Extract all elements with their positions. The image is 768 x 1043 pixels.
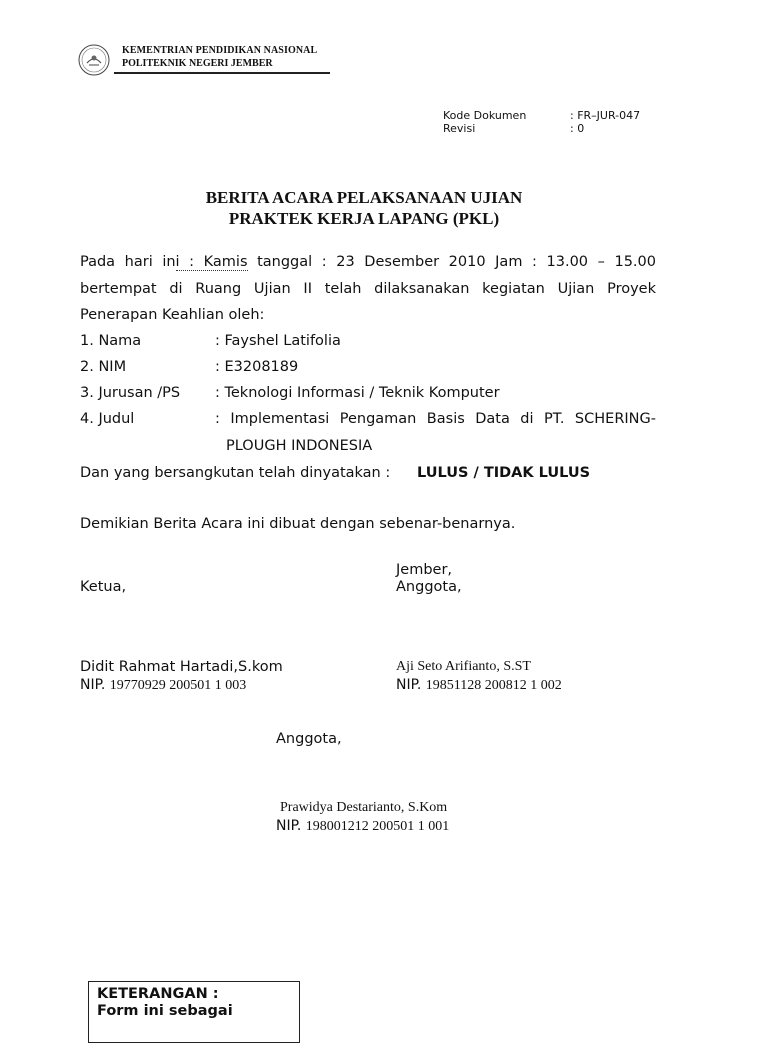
ketua-nip-value: 19770929 200501 1 003: [109, 678, 247, 693]
intro-line-3: Penerapan Keahlian oleh:: [80, 307, 265, 323]
intro-text-b: tanggal : 23 Desember 2010 Jam : 13.00 – 15.00: [247, 254, 656, 270]
revisi-label: Revisi: [443, 122, 476, 135]
closing-statement: Demikian Berita Acara ini dibuat dengan sebenar-benarnya.: [80, 516, 516, 532]
intro-text-a: Pada hari in: [80, 254, 176, 270]
ketua-name: Didit Rahmat Hartadi,S.kom: [80, 659, 283, 675]
revisi-value: : 0: [570, 122, 585, 135]
university-emblem-icon: [78, 44, 110, 76]
hari-value: i : Kamis: [175, 254, 248, 270]
anggota1-name: Aji Seto Arifianto, S.ST: [396, 659, 531, 674]
field-nim-label: 2. NIM: [80, 359, 127, 375]
document-title-line-2: PRAKTEK KERJA LAPANG (PKL): [228, 209, 500, 228]
field-nim-value: : E3208189: [215, 359, 299, 375]
anggota-label: Anggota,: [396, 579, 462, 595]
ketua-label: Ketua,: [80, 579, 127, 595]
field-jurusan-label: 3. Jurusan /PS: [80, 385, 181, 401]
field-judul-value-line-2: PLOUGH INDONESIA: [226, 438, 373, 454]
field-jurusan-value: : Teknologi Informasi / Teknik Komputer: [215, 385, 500, 401]
ketua-nip-label: NIP.: [80, 677, 106, 693]
anggota2-nip: [276, 818, 449, 835]
institution-name-2: POLITEKNIK NEGERI JEMBER: [122, 58, 273, 69]
keterangan-title: KETERANGAN :: [97, 986, 219, 1002]
keterangan-text: Form ini sebagai: [97, 1003, 233, 1019]
anggota1-nip-label: NIP.: [396, 677, 422, 693]
ketua-nip: [80, 677, 246, 694]
result-value: LULUS / TIDAK LULUS: [417, 465, 591, 481]
signature-place: Jember,: [396, 562, 453, 578]
field-nama-value: : Fayshel Latifolia: [215, 333, 341, 349]
header-divider: [114, 72, 330, 74]
anggota2-label: Anggota,: [276, 731, 342, 747]
field-nama-label: 1. Nama: [80, 333, 142, 349]
field-judul-label: 4. Judul: [80, 411, 135, 427]
anggota2-nip-value: 198001212 200501 1 001: [305, 819, 450, 834]
anggota2-nip-label: NIP.: [276, 818, 302, 834]
kode-dokumen-label: Kode Dokumen: [443, 109, 527, 122]
field-judul-value: : Implementasi Pengaman Basis Data di PT. SCHERING-: [215, 411, 656, 427]
intro-line-2: bertempat di Ruang Ujian II telah dilaksanakan kegiatan Ujian Proyek: [80, 281, 656, 297]
anggota1-nip: [396, 677, 562, 694]
institution-name-1: KEMENTRIAN PENDIDIKAN NASIONAL: [122, 45, 318, 56]
document-title-line-1: BERITA ACARA PELAKSANAAN UJIAN: [205, 188, 523, 207]
intro-line-1: [80, 254, 656, 270]
anggota2-name: Prawidya Destarianto, S.Kom: [280, 800, 448, 815]
anggota1-nip-value: 19851128 200812 1 002: [425, 678, 562, 693]
result-statement: Dan yang bersangkutan telah dinyatakan :: [80, 465, 391, 481]
kode-dokumen-value: : FR–JUR-047: [570, 109, 641, 122]
